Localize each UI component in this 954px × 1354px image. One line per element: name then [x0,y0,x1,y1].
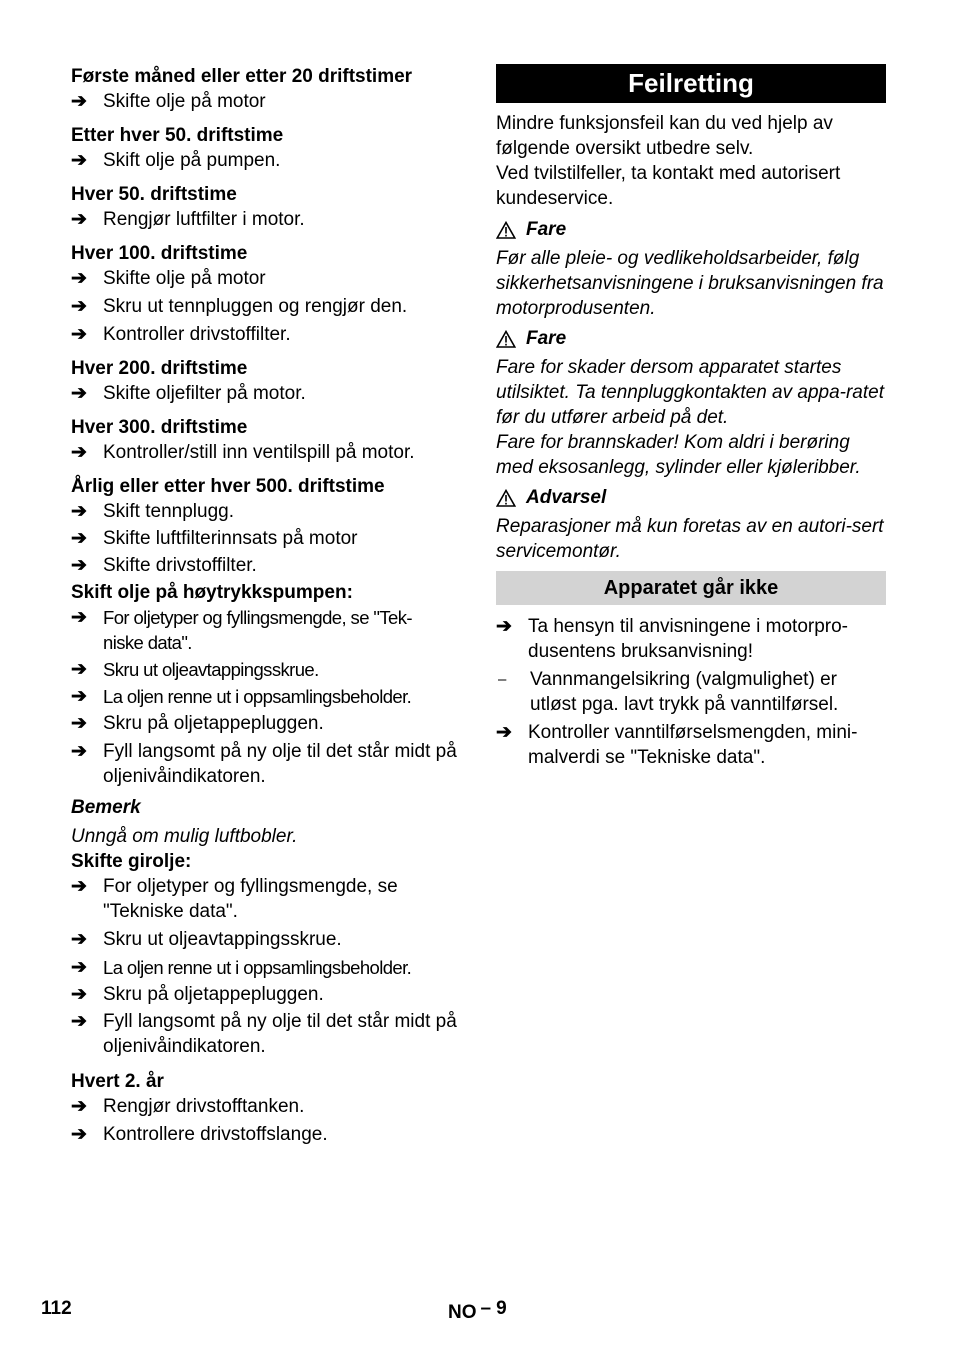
arrow-icon: ➔ [71,555,87,576]
arrow-icon: ➔ [496,722,512,743]
list-item: – Vannmangelsikring (valgmulighet) er utløst pga. lavt trykk på vanntilførsel. [498,669,839,715]
arrow-icon: ➔ [71,528,87,549]
arrow-icon: ➔ [71,713,87,734]
list-item: ➔ Skifte olje på motor [71,268,266,289]
arrow-icon: ➔ [71,209,87,230]
arrow-icon: ➔ [71,741,87,762]
arrow-icon: ➔ [71,268,87,289]
list-item: ➔ Skift olje på pumpen. [71,150,281,171]
list-item: ➔ Skru ut oljeavtappingsskrue. [71,659,319,680]
arrow-icon: ➔ [71,383,87,404]
list-item: ➔ Kontrollere drivstoffslange. [71,1124,328,1145]
arrow-icon: ➔ [71,324,87,345]
warning-triangle-icon [496,330,516,348]
arrow-icon: ➔ [71,686,87,707]
section-page-label: NO – 9 [448,1298,507,1323]
section-heading: Første måned eller etter 20 driftstimer [71,66,413,87]
page-number: 112 [41,1298,72,1319]
arrow-icon: ➔ [71,876,87,897]
list-item: ➔ La oljen renne ut i oppsamlingsbeholder. [71,957,412,978]
list-item: ➔ Skru på oljetappepluggen. [71,984,324,1005]
list-item: ➔ Skru ut tennpluggen og rengjør den. [71,296,408,317]
arrow-icon: ➔ [71,984,87,1005]
arrow-icon: ➔ [71,929,87,950]
arrow-icon: ➔ [496,616,512,637]
section-heading: Hver 200. driftstime [71,358,248,379]
arrow-icon: ➔ [71,1011,87,1032]
arrow-icon: ➔ [71,659,87,680]
left-column [71,64,471,1147]
arrow-icon: ➔ [71,1096,87,1117]
section-heading: Hver 100. driftstime [71,243,248,264]
section-title: Feilretting [496,64,886,103]
section-heading: Hver 50. driftstime [71,184,237,205]
warning-triangle-icon [496,221,516,239]
list-item: ➔ Skru på oljetappepluggen. [71,713,324,734]
arrow-icon: ➔ [71,296,87,317]
warning-heading: Advarsel [496,485,886,510]
warning-text: Fare for brannskader! Kom aldri i berøring med eksosanlegg, sylinder eller kjøleribber. [496,432,861,478]
list-item: ➔ For oljetyper og fyllingsmengde, se "Tekniske data". [71,876,398,922]
list-item: ➔ Rengjør luftfilter i motor. [71,209,305,230]
arrow-icon: ➔ [71,1124,87,1145]
list-item: ➔ Fyll langsomt på ny olje til det står midt på oljenivåindikatoren. [71,1011,457,1057]
list-item: ➔ Skift tennplugg. [71,501,234,522]
section-heading: Skifte girolje: [71,851,192,872]
note-text: Unngå om mulig luftbobler. [71,826,298,847]
note-label: Bemerk [71,797,141,818]
warning-text: Før alle pleie- og vedlikeholdsarbeider, følg sikkerhetsanvisningene i bruksanvisningen fra motorprodusenten. [496,248,884,319]
dash-icon: – [498,671,507,688]
intro-text: Ved tvilstilfeller, ta kontakt med autorisert kundeservice. [496,163,841,209]
list-item: ➔ Kontroller/still inn ventilspill på motor. [71,442,415,463]
section-heading: Etter hver 50. driftstime [71,125,284,146]
list-item: ➔ Skifte luftfilterinnsats på motor [71,528,358,549]
list-item: ➔ Skifte drivstoffilter. [71,555,257,576]
subsection-title: Apparatet går ikke [496,571,886,605]
list-item: ➔ Kontroller drivstoffilter. [71,324,291,345]
intro-text: Mindre funksjonsfeil kan du ved hjelp av følgende oversikt utbedre selv. [496,113,833,159]
list-item: ➔ For oljetyper og fyllingsmengde, se "Tek-niske data". [71,607,412,653]
warning-heading: Fare [496,217,886,242]
list-item: ➔ Skifte oljefilter på motor. [71,383,306,404]
section-heading: Hver 300. driftstime [71,417,248,438]
arrow-icon: ➔ [71,91,87,112]
right-column [496,64,886,770]
section-heading: Hvert 2. år [71,1071,164,1092]
list-item: ➔ Skifte olje på motor [71,91,266,112]
list-item: ➔ Skru ut oljeavtappingsskrue. [71,929,342,950]
list-item: ➔ La oljen renne ut i oppsamlingsbeholder. [71,686,412,707]
section-heading: Skift olje på høytrykkspumpen: [71,582,353,603]
arrow-icon: ➔ [71,957,87,978]
list-item: ➔ Rengjør drivstofftanken. [71,1096,305,1117]
arrow-icon: ➔ [71,150,87,171]
warning-heading: Fare [496,326,886,351]
warning-triangle-icon [496,489,516,507]
arrow-icon: ➔ [71,501,87,522]
section-heading: Årlig eller etter hver 500. driftstime [71,476,385,497]
list-item: ➔ Fyll langsomt på ny olje til det står midt på oljenivåindikatoren. [71,741,457,787]
warning-text: Reparasjoner må kun foretas av en autori-sert servicemontør. [496,516,884,562]
list-item: ➔ Ta hensyn til anvisningene i motorpro-dusentens bruksanvisning! [496,616,849,662]
list-item: ➔ Kontroller vanntilførselsmengden, mini-malverdi se "Tekniske data". [496,722,858,768]
warning-text: Fare for skader dersom apparatet startes utilsiktet. Ta tennpluggkontakten av appa-ratet før du utfører arbeid på det. [496,357,884,428]
arrow-icon: ➔ [71,607,87,628]
arrow-icon: ➔ [71,442,87,463]
